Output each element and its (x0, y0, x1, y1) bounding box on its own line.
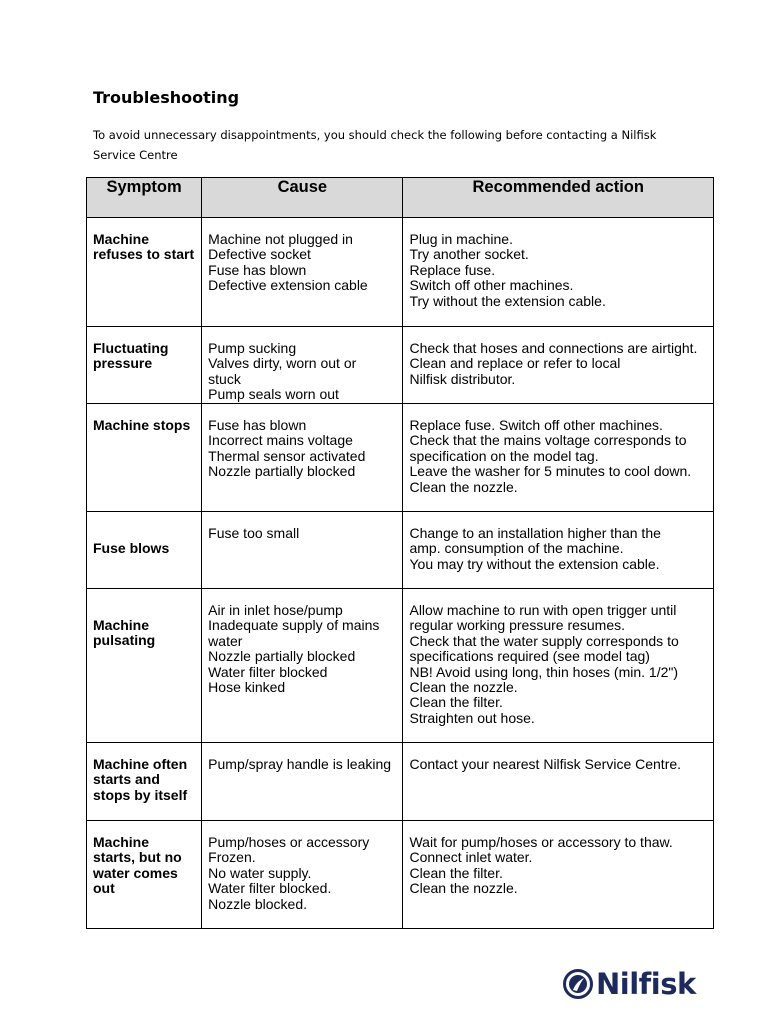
symptom-cell-line: refuses to start (93, 246, 195, 263)
symptom-cell (87, 589, 202, 743)
action-cell-line: Try another socket. (409, 246, 529, 263)
cause-cell-line: Incorrect mains voltage (208, 432, 353, 449)
action-cell (403, 218, 714, 327)
symptom-cell (87, 512, 202, 589)
symptom-cell-line: out (93, 880, 115, 897)
symptom-cell-line: water comes (93, 864, 178, 881)
cause-cell-line: No water supply. (208, 864, 312, 881)
action-cell-line: Replace fuse. Switch off other machines. (409, 417, 663, 433)
symptom-cell-line: Machine often (93, 756, 188, 772)
troubleshooting-table (86, 177, 714, 929)
action-cell-line: Allow machine to run with open trigger until (409, 602, 677, 618)
symptom-cell-line: Machine (93, 617, 150, 633)
table-body (87, 218, 714, 929)
cause-cell-line: Defective extension cable (208, 277, 368, 294)
cause-cell-line: Pump/spray handle is leaking (208, 756, 392, 772)
table-row (87, 821, 714, 929)
symptom-cell-line: stops by itself (93, 786, 188, 803)
action-cell-line: Leave the washer for 5 minutes to cool down. (409, 463, 692, 480)
action-cell-line: Straighten out hose. (409, 709, 535, 726)
action-cell (403, 327, 714, 404)
table-row (87, 589, 714, 743)
cause-cell-line: Pump/hoses or accessory (208, 834, 370, 850)
action-cell-line: Connect inlet water. (409, 849, 533, 866)
symptom-cell (87, 218, 202, 327)
cause-cell-line: Pump sucking (208, 340, 297, 356)
action-cell-line: Check that hoses and connections are airtight. (409, 340, 698, 356)
action-cell-line: amp. consumption of the machine. (409, 540, 624, 557)
symptom-cell-line: Machine (93, 231, 150, 247)
action-cell-line: Clean the nozzle. (409, 880, 518, 897)
symptom-cell-line: starts and (93, 771, 160, 788)
cause-cell-line: Water filter blocked. (208, 880, 332, 897)
action-cell (403, 743, 714, 821)
header-symptom: Symptom (87, 178, 202, 218)
cause-cell-line: Air in inlet hose/pump (208, 602, 343, 618)
nilfisk-emblem-icon (563, 969, 593, 999)
action-cell-line: Wait for pump/hoses or accessory to thaw. (409, 834, 673, 850)
cause-cell-line: Nozzle partially blocked (208, 463, 356, 480)
table-row (87, 404, 714, 512)
symptom-cell-line: pulsating (93, 632, 156, 649)
action-cell-line: Switch off other machines. (409, 277, 574, 294)
action-cell-line: specifications required (see model tag) (409, 648, 650, 665)
action-cell-line: Clean the nozzle. (409, 679, 518, 696)
action-cell-line: You may try without the extension cable. (409, 555, 660, 572)
table-row (87, 218, 714, 327)
table-row (87, 743, 714, 821)
cause-cell-line: Frozen. (208, 849, 256, 866)
symptom-cell-line: pressure (93, 355, 153, 372)
action-cell-line: Try without the extension cable. (409, 292, 606, 309)
table-row (87, 327, 714, 404)
nilfisk-logo (563, 966, 696, 1002)
cause-cell (202, 743, 403, 821)
table-header-row (87, 178, 714, 218)
cause-cell-line: Hose kinked (208, 679, 286, 696)
cause-cell (202, 512, 403, 589)
action-cell (403, 512, 714, 589)
symptom-cell-line: starts, but no (93, 849, 182, 866)
cause-cell-line: Thermal sensor activated (208, 447, 366, 464)
cause-cell-line: Water filter blocked (208, 663, 328, 680)
cause-cell-line: water (208, 632, 243, 649)
table-row (87, 512, 714, 589)
action-cell-line: NB! Avoid using long, thin hoses (min. 1/2") (409, 663, 679, 680)
cause-cell (202, 218, 403, 327)
action-cell-line: Nilfisk distributor. (409, 370, 516, 387)
header-action: Recommended action (403, 178, 714, 218)
symptom-cell-line: Fluctuating (93, 340, 169, 356)
action-cell-line: Change to an installation higher than the (409, 525, 661, 541)
symptom-cell-line: Machine (93, 834, 150, 850)
logo-wordmark: Nilfisk (596, 967, 696, 1001)
action-cell-line: Replace fuse. (409, 261, 496, 278)
action-cell (403, 589, 714, 743)
symptom-cell (87, 821, 202, 929)
page-heading: Troubleshooting (93, 88, 240, 107)
cause-cell (202, 404, 403, 512)
cause-cell-line: Defective socket (208, 246, 311, 263)
action-cell-line: regular working pressure resumes. (409, 617, 626, 634)
symptom-cell-line: Machine stops (93, 417, 191, 433)
intro-line-1: To avoid unnecessary disappointments, you should check the following before contacting a Nilfisk (93, 128, 657, 142)
cause-cell-line: Fuse too small (208, 525, 300, 541)
action-cell-line: Clean and replace or refer to local (409, 355, 621, 372)
action-cell-line: Plug in machine. (409, 231, 513, 247)
action-cell-line: Check that the water supply corresponds to (409, 632, 679, 649)
action-cell-line: specification on the model tag. (409, 447, 599, 464)
symptom-cell (87, 327, 202, 404)
symptom-cell-line: Fuse blows (93, 540, 170, 556)
cause-cell-line: Fuse has blown (208, 261, 307, 278)
cause-cell-line: stuck (208, 370, 241, 387)
action-cell (403, 404, 714, 512)
header-cause: Cause (202, 178, 403, 218)
symptom-cell (87, 404, 202, 512)
action-cell-line: Contact your nearest Nilfisk Service Centre. (409, 756, 682, 772)
cause-cell (202, 821, 403, 929)
intro-text (93, 125, 693, 165)
cause-cell-line: Machine not plugged in (208, 231, 353, 247)
cause-cell (202, 327, 403, 404)
cause-cell-line: Pump seals worn out (208, 386, 339, 403)
cause-cell-line: Valves dirty, worn out or (208, 355, 357, 372)
cause-cell-line: Fuse has blown (208, 417, 307, 433)
symptom-cell (87, 743, 202, 821)
action-cell-line: Clean the filter. (409, 864, 503, 881)
action-cell-line: Clean the nozzle. (409, 478, 518, 495)
action-cell-line: Check that the mains voltage corresponds to (409, 432, 687, 449)
cause-cell-line: Nozzle blocked. (208, 895, 307, 912)
cause-cell-line: Nozzle partially blocked (208, 648, 356, 665)
cause-cell (202, 589, 403, 743)
action-cell-line: Clean the filter. (409, 694, 503, 711)
action-cell (403, 821, 714, 929)
cause-cell-line: Inadequate supply of mains (208, 617, 380, 634)
intro-line-2: Service Centre (93, 148, 178, 162)
